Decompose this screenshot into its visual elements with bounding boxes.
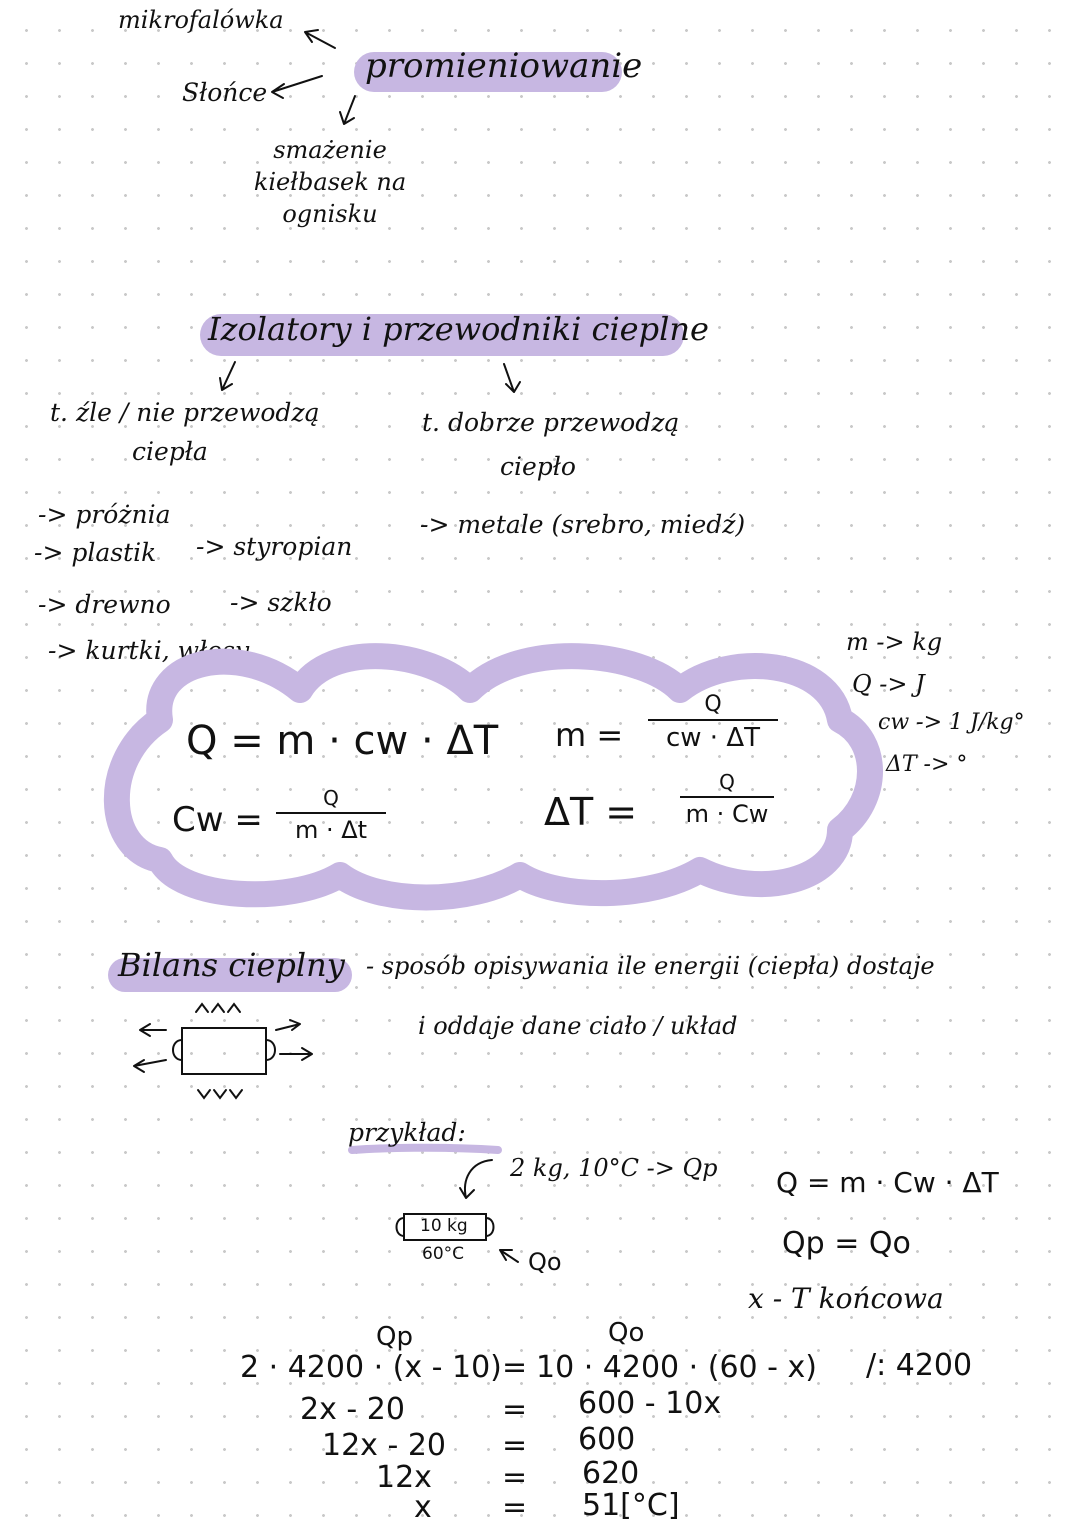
calc-eq: = (502, 1428, 528, 1463)
insulator-item: -> drewno (38, 590, 171, 619)
insulator-item: -> plastik (34, 538, 157, 567)
insulator-item: -> styropian (196, 532, 353, 561)
balance-title: Bilans cieplny (118, 946, 345, 984)
insulator-item: -> próżnia (38, 500, 171, 529)
calc-rhs: 620 (582, 1456, 640, 1491)
formula-cw-fraction (276, 786, 386, 844)
formula-cw-num: Q (276, 786, 386, 814)
arrows (134, 30, 520, 1262)
conductors-desc-line1: t. dobrze przewodzą (422, 408, 680, 437)
example-equality: Qp = Qo (782, 1226, 911, 1261)
calc-eq: = (502, 1460, 528, 1495)
calc-eq: = (502, 1392, 528, 1427)
balance-desc-line1: - sposób opisywania ile energii (ciepła) dostaje (366, 952, 935, 980)
calc-lhs: 12x (376, 1460, 432, 1495)
example-label: przykład: (348, 1118, 466, 1147)
radiation-title: promieniowanie (365, 46, 643, 86)
unit-mass: m -> kg (846, 628, 943, 656)
formula-mass-lhs: m = (555, 716, 624, 754)
unit-heat: Q -> J (852, 670, 925, 698)
radiation-example-sun: Słońce (182, 78, 268, 107)
conductor-item: -> metale (srebro, miedź) (420, 510, 746, 539)
formula-dt-num: Q (680, 770, 774, 798)
unit-dt: ΔT -> ° (886, 752, 968, 777)
calc-lhs: x (414, 1490, 432, 1525)
formula-mass-num: Q (648, 692, 778, 721)
formula-cw-lhs: Cw = (172, 800, 263, 840)
radiation-example-grilling: smażenie kiełbasek na ognisku (253, 136, 407, 228)
conductors-desc-line2: ciepło (500, 452, 576, 481)
radiation-example-microwave: mikrofalówka (118, 6, 284, 34)
unit-cw: cw -> 1 J/kg° (878, 710, 1025, 735)
example-formula: Q = m · Cw · ΔT (776, 1166, 999, 1199)
calc-eq: = (502, 1350, 528, 1385)
example-qo-head: Qo (608, 1318, 645, 1348)
example-input: 2 kg, 10°C -> Qp (510, 1154, 718, 1182)
calc-rhs: 51[°C] (582, 1488, 680, 1523)
formula-cw-den: m · Δt (294, 816, 368, 844)
example-qo-label: Qo (528, 1248, 562, 1276)
calc-note: /: 4200 (866, 1348, 973, 1383)
calc-rhs: 600 (578, 1422, 636, 1457)
formula-dt-fraction (680, 770, 774, 828)
example-box-mass: 10 kg (420, 1216, 468, 1236)
calc-rhs: 10 · 4200 · (60 - x) (536, 1350, 817, 1385)
insulator-item: -> szkło (230, 588, 332, 617)
example-qp-head: Qp (376, 1322, 413, 1352)
insulators-desc-line1: t. źle / nie przewodzą (50, 398, 320, 427)
formula-dt-lhs: ΔT = (544, 790, 638, 834)
formula-heat: Q = m · cw · ΔT (186, 718, 499, 764)
formula-mass-den: cw · ΔT (665, 723, 761, 753)
conductors-title: Izolatory i przewodniki cieplne (208, 310, 709, 348)
balance-desc-line2: i oddaje dane ciało / układ (418, 1012, 738, 1040)
formula-dt-den: m · Cw (685, 800, 769, 828)
calc-eq: = (502, 1490, 528, 1525)
example-box-temp: 60°C (422, 1244, 465, 1264)
example-x-definition: x - T końcowa (748, 1282, 944, 1315)
calc-rhs: 600 - 10x (578, 1386, 722, 1421)
calc-lhs: 2x - 20 (300, 1392, 405, 1427)
calc-lhs: 2 · 4200 · (x - 10) (240, 1350, 502, 1385)
insulator-item: -> kurtki, włosy (48, 636, 250, 665)
formula-mass-fraction (648, 692, 778, 753)
calc-lhs: 12x - 20 (322, 1428, 446, 1463)
insulators-desc-line2: ciepła (132, 437, 208, 466)
